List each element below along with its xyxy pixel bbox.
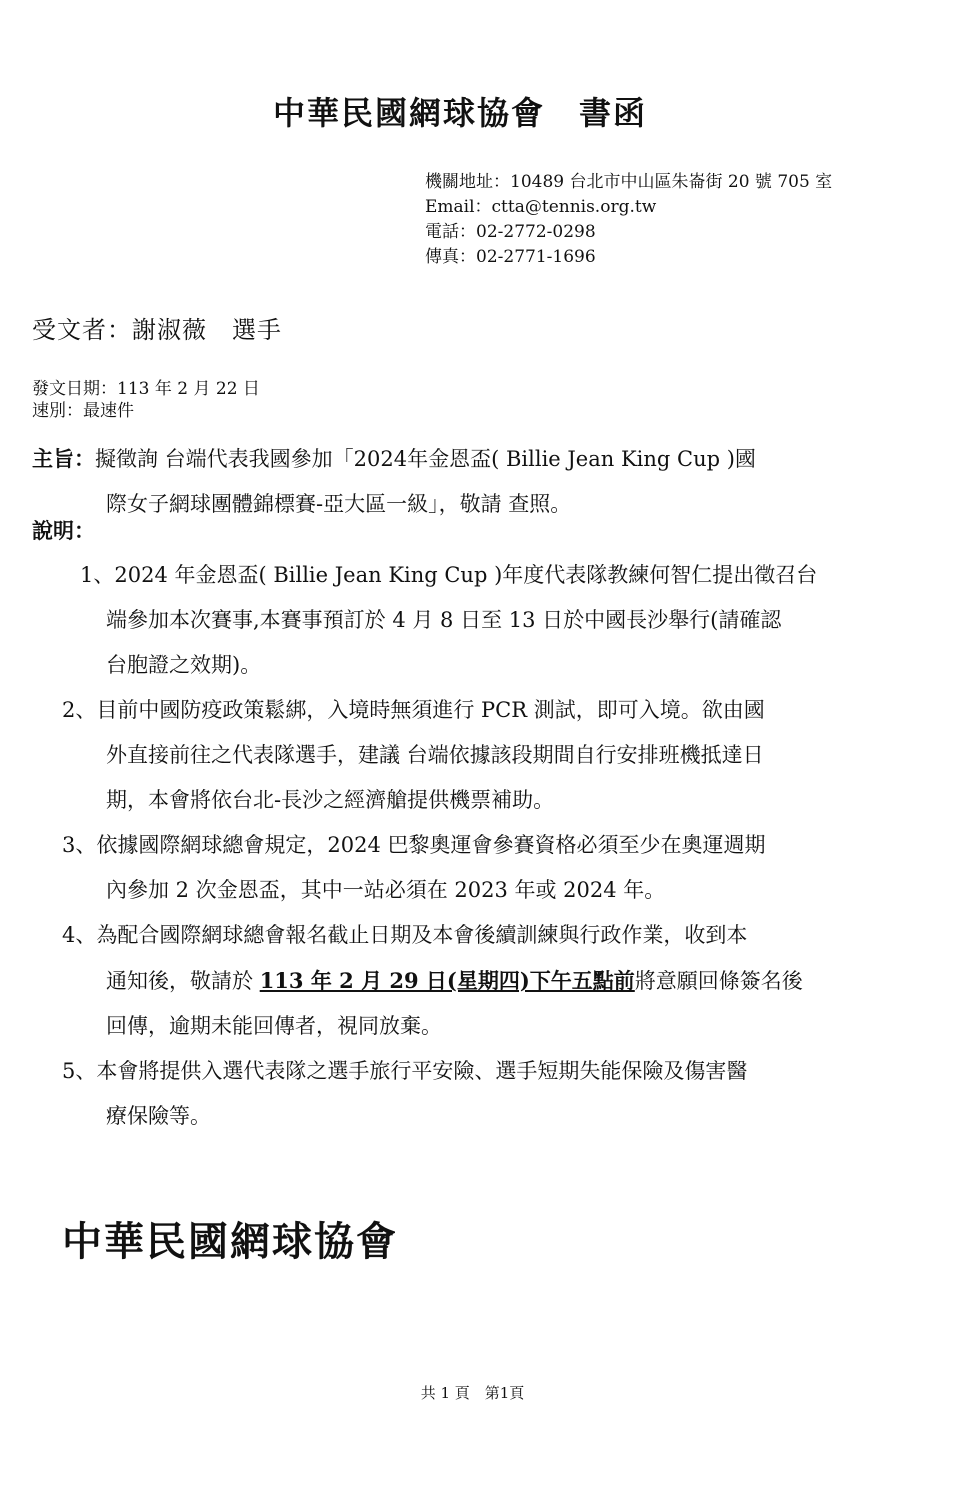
- subject-line-1: [32, 436, 912, 482]
- subject-line-2: 際女子網球團體錦標賽-亞大區一級」，敬請 查照。: [106, 492, 572, 516]
- explanation-label: 說明：: [32, 518, 95, 543]
- item-4-line-1: 4、為配合國際網球總會報名截止日期及本會後續訓練與行政作業，收到本: [62, 923, 748, 947]
- item-2-line-2: 外直接前往之代表隊選手，建議 台端依據該段期間自行安排班機抵達日: [106, 743, 764, 767]
- letter-title: 中華民國網球協會 書函: [272, 94, 647, 132]
- explanation-item-1: [62, 553, 902, 688]
- contact-block: [425, 170, 832, 270]
- item-5-line-1: 5、本會將提供入選代表隊之選手旅行平安險、選手短期失能保險及傷害醫: [62, 1059, 748, 1083]
- explanation-item-4: [62, 913, 902, 1049]
- item-3-line-1: 3、依據國際網球總會規定，2024 巴黎奧運會參賽資格必須至少在奧運週期: [62, 833, 766, 857]
- subject-label: 主旨：: [32, 446, 95, 471]
- item-2-line-3: 期，本會將依台北-長沙之經濟艙提供機票補助。: [106, 788, 555, 812]
- contact-phone: 電話：02-2772-0298: [425, 222, 596, 242]
- item-4-line-2-prefix: 通知後，敬請於: [106, 969, 260, 993]
- explanation-list: [62, 553, 902, 1139]
- meta-block: [32, 378, 260, 422]
- subject-text-1: 擬徵詢 台端代表我國參加「2024年金恩盃( Billie Jean King Cup )國: [95, 447, 756, 471]
- page-footer: 共 1 頁 第1頁: [420, 1384, 525, 1402]
- explanation-item-3: [62, 823, 902, 913]
- item-5-line-2: 療保險等。: [106, 1104, 211, 1128]
- recipient-line: 受文者：謝淑薇 選手: [32, 316, 282, 344]
- deadline-highlight: 113 年 2 月 29 日(星期四)下午五點前: [259, 968, 635, 993]
- item-1-line-2: 端參加本次賽事,本賽事預訂於 4 月 8 日至 13 日於中國長沙舉行(請確認: [106, 608, 782, 632]
- explanation-item-5: [62, 1049, 902, 1139]
- item-4-line-2: [62, 958, 902, 1004]
- item-4-line-2-suffix: 將意願回條簽名後: [634, 969, 803, 993]
- subject-block: [32, 436, 912, 527]
- explanation-item-2: [62, 688, 902, 823]
- organization-signature: 中華民國網球協會: [62, 1218, 398, 1265]
- delivery-speed: 速別：最速件: [32, 401, 134, 421]
- contact-fax: 傳真：02-2771-1696: [425, 247, 596, 267]
- item-2-line-1: 2、目前中國防疫政策鬆綁，入境時無須進行 PCR 測試，即可入境。欲由國: [62, 698, 765, 722]
- issue-date: 發文日期：113 年 2 月 22 日: [32, 379, 260, 399]
- item-1-line-3: 台胞證之效期)。: [106, 653, 262, 677]
- item-3-line-2: 內參加 2 次金恩盃，其中一站必須在 2023 年或 2024 年。: [106, 878, 666, 902]
- contact-address: 機關地址：10489 台北市中山區朱崙街 20 號 705 室: [425, 172, 833, 192]
- item-4-line-3: 回傳，逾期未能回傳者，視同放棄。: [106, 1014, 442, 1038]
- item-1-line-1: 1、2024 年金恩盃( Billie Jean King Cup )年度代表隊教練何智仁提出徵召台: [80, 563, 818, 587]
- contact-email: Email：ctta@tennis.org.tw: [425, 197, 657, 217]
